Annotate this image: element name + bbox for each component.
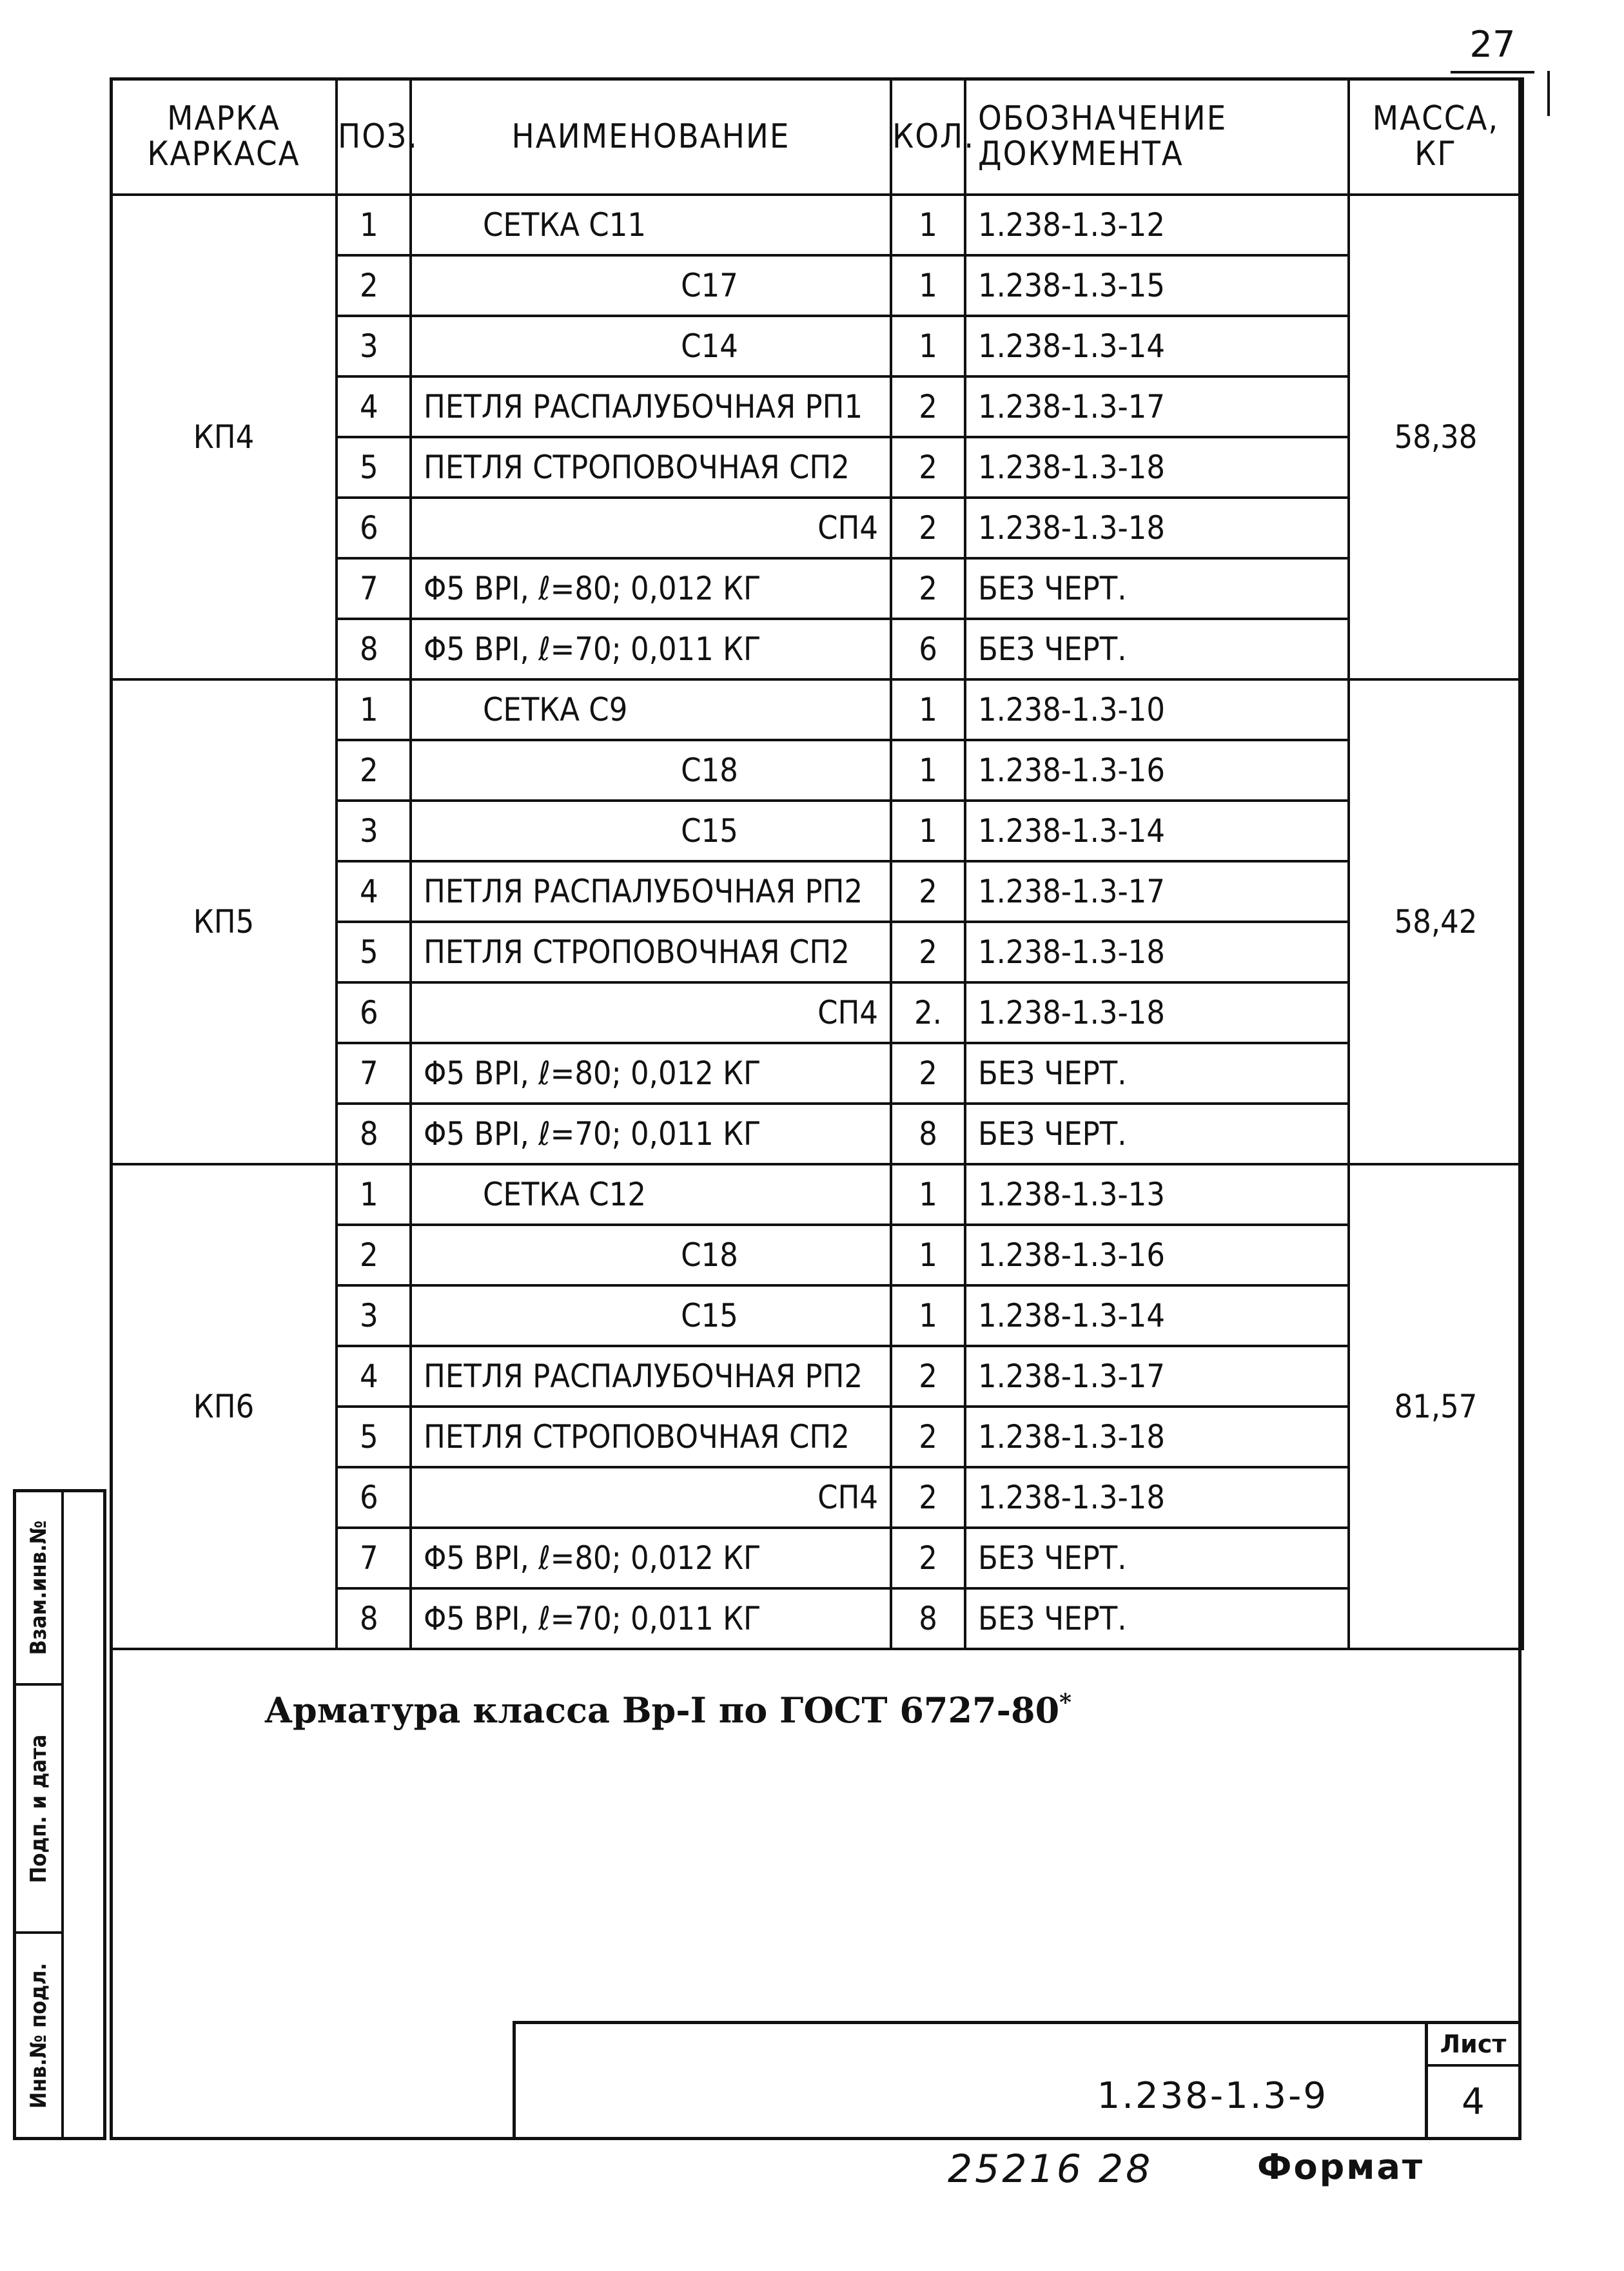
position-number: 5 [337,922,411,982]
page-number: 27 [1451,19,1534,73]
position-number: 3 [337,1285,411,1346]
frame-mass: 58,42 [1349,679,1523,1164]
frame-mark: КП6 [111,1164,337,1649]
item-quantity: 2 [891,922,965,982]
item-name: ПЕТЛЯ РАСПАЛУБОЧНАЯ РП2 [411,1346,891,1407]
item-name: С17 [411,255,891,316]
item-name: СП4 [411,1467,891,1528]
item-document: 1.238-1.3-17 [965,861,1349,922]
item-quantity: 8 [891,1104,965,1164]
item-name: Φ5 ВРI, ℓ=70; 0,011 КГ [411,619,891,679]
stamp-sign-date: Подп. и дата [26,1734,52,1883]
item-name: Φ5 ВРI, ℓ=80; 0,012 КГ [411,1528,891,1588]
frame-mass: 58,38 [1349,195,1523,679]
item-document: 1.238-1.3-13 [965,1164,1349,1225]
item-quantity: 8 [891,1588,965,1649]
item-quantity: 2 [891,498,965,558]
item-document: 1.238-1.3-12 [965,195,1349,255]
item-quantity: 2 [891,1043,965,1104]
stamp-divider [61,1492,64,2137]
item-document: 1.238-1.3-14 [965,801,1349,861]
item-name: ПЕТЛЯ СТРОПОВОЧНАЯ СП2 [411,1407,891,1467]
item-document: 1.238-1.3-15 [965,255,1349,316]
header-mark: МАРКА КАРКАСА [111,79,337,195]
item-name: Φ5 ВРI, ℓ=80; 0,012 КГ [411,558,891,619]
item-quantity: 1 [891,801,965,861]
position-number: 8 [337,619,411,679]
item-name: СП4 [411,982,891,1043]
note-text: Арматура класса Вр-I по ГОСТ 6727-80 [264,1690,1060,1731]
format-label: Формат [1257,2147,1425,2187]
item-name: Φ5 ВРI, ℓ=80; 0,012 КГ [411,1043,891,1104]
item-quantity: 1 [891,1285,965,1346]
position-number: 6 [337,982,411,1043]
item-document: 1.238-1.3-14 [965,316,1349,376]
item-name: ПЕТЛЯ СТРОПОВОЧНАЯ СП2 [411,437,891,498]
header-name: НАИМЕНОВАНИЕ [411,79,891,195]
position-number: 5 [337,437,411,498]
position-number: 8 [337,1588,411,1649]
item-document: 1.238-1.3-17 [965,376,1349,437]
header-pos: ПОЗ. [337,79,411,195]
sheet-box [1425,2021,1521,2140]
item-document: 1.238-1.3-18 [965,922,1349,982]
item-document: БЕЗ ЧЕРТ. [965,1104,1349,1164]
item-quantity: 2 [891,1407,965,1467]
table-header-row [111,79,1523,195]
specification-table [110,77,1524,1650]
item-document: 1.238-1.3-16 [965,740,1349,801]
item-quantity: 2 [891,376,965,437]
item-quantity: 2. [891,982,965,1043]
table-row [111,1164,1523,1225]
reinforcement-note [264,1689,1071,1731]
position-number: 4 [337,376,411,437]
stamp-cell-replace [16,1492,61,1686]
position-number: 6 [337,498,411,558]
item-document: 1.238-1.3-18 [965,1407,1349,1467]
stamp-inv-orig: Инв.№ подл. [26,1962,52,2109]
item-document: 1.238-1.3-18 [965,498,1349,558]
header-mass: МАССА, КГ [1349,79,1523,195]
item-quantity: 1 [891,255,965,316]
item-document: БЕЗ ЧЕРТ. [965,558,1349,619]
item-name: С14 [411,316,891,376]
item-quantity: 1 [891,740,965,801]
position-number: 2 [337,740,411,801]
item-document: 1.238-1.3-16 [965,1225,1349,1285]
item-document: 1.238-1.3-10 [965,679,1349,740]
item-name: СЕТКА С12 [411,1164,891,1225]
position-number: 7 [337,558,411,619]
item-name: ПЕТЛЯ РАСПАЛУБОЧНАЯ РП1 [411,376,891,437]
header-doc: ОБОЗНАЧЕНИЕ ДОКУМЕНТА [965,79,1349,195]
item-name: ПЕТЛЯ РАСПАЛУБОЧНАЯ РП2 [411,861,891,922]
stamp-strip [13,1489,106,2140]
item-quantity: 2 [891,1346,965,1407]
stamp-cell-inv [16,1934,61,2137]
table-row [111,679,1523,740]
item-name: СП4 [411,498,891,558]
position-number: 7 [337,1528,411,1588]
item-name: С18 [411,1225,891,1285]
item-quantity: 1 [891,1225,965,1285]
note-asterisk: * [1059,1689,1071,1716]
item-name: СЕТКА С11 [411,195,891,255]
item-document: БЕЗ ЧЕРТ. [965,1528,1349,1588]
item-name: ПЕТЛЯ СТРОПОВОЧНАЯ СП2 [411,922,891,982]
item-quantity: 2 [891,1528,965,1588]
position-number: 3 [337,801,411,861]
item-document: 1.238-1.3-14 [965,1285,1349,1346]
header-qty: КОЛ. [891,79,965,195]
item-name: С18 [411,740,891,801]
handwritten-number: 25216 28 [948,2147,1153,2192]
stamp-replace-inv: Взам.инв.№ [26,1520,52,1655]
item-name: С15 [411,1285,891,1346]
position-number: 6 [337,1467,411,1528]
item-quantity: 1 [891,316,965,376]
title-block [513,2021,1425,2140]
item-name: СЕТКА С9 [411,679,891,740]
item-document: БЕЗ ЧЕРТ. [965,1588,1349,1649]
frame-mark: КП4 [111,195,337,679]
item-document: 1.238-1.3-18 [965,982,1349,1043]
position-number: 5 [337,1407,411,1467]
position-number: 4 [337,861,411,922]
sheet-label: Лист [1428,2024,1518,2067]
table-row [111,195,1523,255]
sheet-number: 4 [1462,2081,1485,2123]
position-number: 2 [337,1225,411,1285]
document-code: 1.238-1.3-9 [1097,2075,1328,2117]
item-quantity: 6 [891,619,965,679]
position-number: 7 [337,1043,411,1104]
position-number: 8 [337,1104,411,1164]
item-name: Φ5 ВРI, ℓ=70; 0,011 КГ [411,1588,891,1649]
position-number: 1 [337,195,411,255]
item-quantity: 1 [891,679,965,740]
item-name: С15 [411,801,891,861]
position-number: 3 [337,316,411,376]
item-document: БЕЗ ЧЕРТ. [965,1043,1349,1104]
item-quantity: 2 [891,558,965,619]
item-name: Φ5 ВРI, ℓ=70; 0,011 КГ [411,1104,891,1164]
position-number: 1 [337,679,411,740]
item-quantity: 2 [891,1467,965,1528]
item-quantity: 2 [891,861,965,922]
position-number: 4 [337,1346,411,1407]
item-document: 1.238-1.3-17 [965,1346,1349,1407]
item-document: 1.238-1.3-18 [965,1467,1349,1528]
corner-mark [1547,71,1550,116]
item-document: 1.238-1.3-18 [965,437,1349,498]
item-quantity: 2 [891,437,965,498]
item-quantity: 1 [891,1164,965,1225]
frame-mark: КП5 [111,679,337,1164]
stamp-cell-sign [16,1686,61,1934]
item-document: БЕЗ ЧЕРТ. [965,619,1349,679]
table-body [111,195,1523,1649]
frame-mass: 81,57 [1349,1164,1523,1649]
position-number: 1 [337,1164,411,1225]
position-number: 2 [337,255,411,316]
item-quantity: 1 [891,195,965,255]
